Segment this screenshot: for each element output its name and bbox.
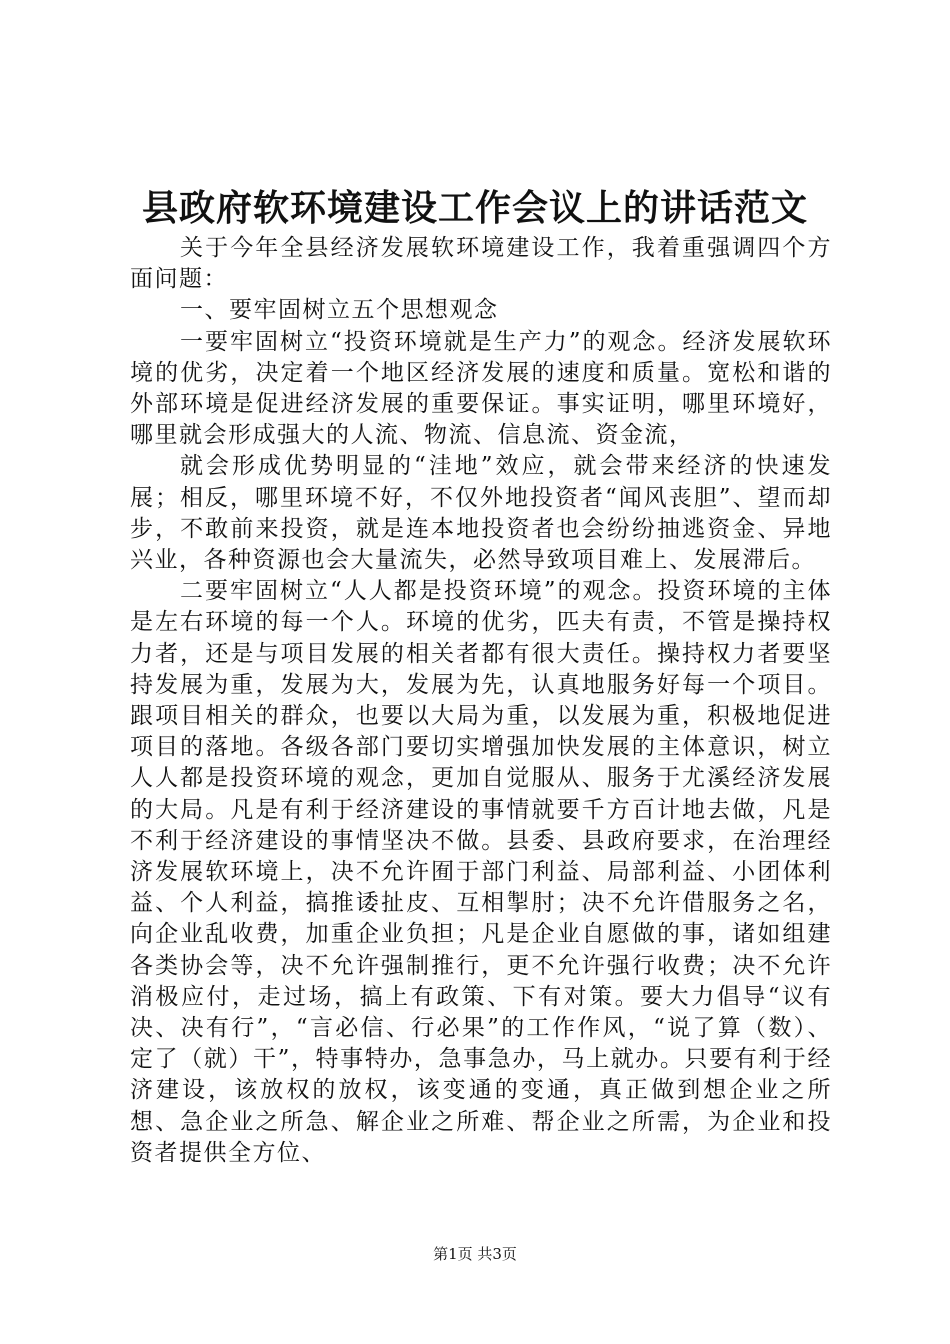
- paragraph-intro: 关于今年全县经济发展软环境建设工作，我着重强调四个方面问题：: [130, 235, 832, 293]
- document-title: 县政府软环境建设工作会议上的讲话范文: [141, 188, 808, 229]
- page-number-footer: 第1页 共3页: [433, 1245, 517, 1263]
- section-heading-one: 一、要牢固树立五个思想观念: [180, 297, 499, 324]
- document-body: [130, 233, 832, 1169]
- paragraph-point-one: 一要牢固树立“投资环境就是生产力”的观念。经济发展软环境的优劣，决定着一个地区经济发展的速度和质量。宽松和谐的外部环境是促进经济发展的重要保证。事实证明，哪里环境好，哪里就会形成强大的人流、物流、信息流、资金流，: [130, 328, 832, 449]
- paragraph-point-two: 二要牢固树立“人人都是投资环境”的观念。投资环境的主体是左右环境的每一个人。环境的优劣，匹夫有责，不管是操持权力者，还是与项目发展的相关者都有很大责任。操持权力者要坚持发展为重，发展为大，发展为先，认真地服务好每一个项目。跟项目相关的群众，也要以大局为重，以发展为重，积极地促进项目的落地。各级各部门要切实增强加快发展的主体意识，树立人人都是投资环境的观念，更加自觉服从、服务于尤溪经济发展的大局。凡是有利于经济建设的事情就要千方百计地去做，凡是不利于经济建设的事情坚决不做。县委、县政府要求，在治理经济发展软环境上，决不允许囿于部门利益、局部利益、小团体利益、个人利益，搞推诿扯皮、互相掣肘；决不允许借服务之名，向企业乱收费，加重企业负担；凡是企业自愿做的事，诸如组建各类协会等，决不允许强制推行，更不允许强行收费；决不允许消极应付，走过场，搞上有政策、下有对策。要大力倡导“议有决、决有行”，“言必信、行必果”的工作作风，“说了算（数）、定了（就）干”，特事特办，急事急办，马上就办。只要有利于经济建设，该放权的放权，该变通的变通，真正做到想企业之所想、急企业之所急、解企业之所难、帮企业之所需，为企业和投资者提供全方位、: [130, 578, 832, 1166]
- paragraph-point-one-continued: 就会形成优势明显的“洼地”效应，就会带来经济的快速发展；相反，哪里环境不好，不仅外地投资者“闻风丧胆”、望而却步，不敢前来投资，就是连本地投资者也会纷纷抽逃资金、异地兴业，各种资源也会大量流失，必然导致项目难上、发展滞后。: [130, 453, 832, 574]
